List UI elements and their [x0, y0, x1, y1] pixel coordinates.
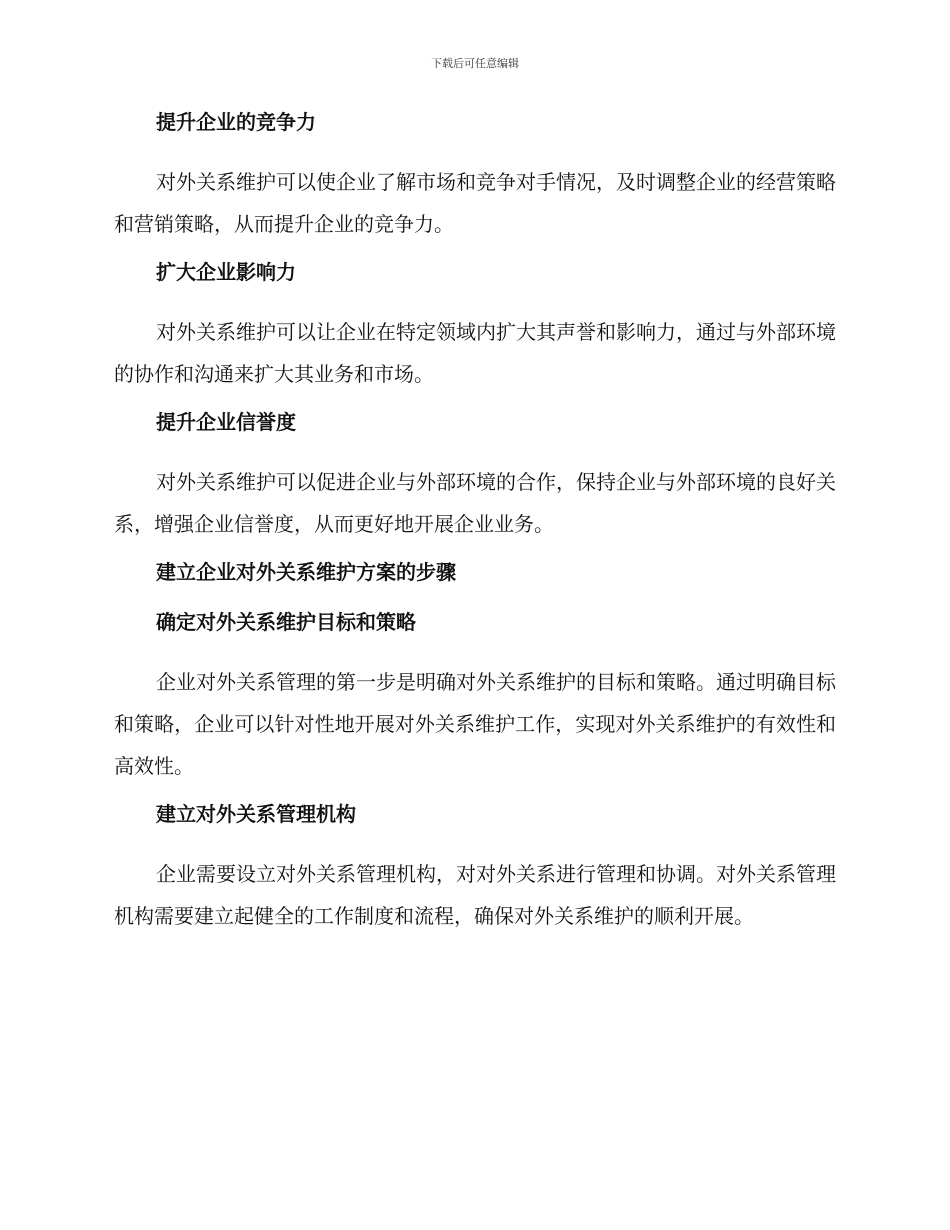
section-paragraph-goals-strategy: 企业对外关系管理的第一步是明确对外关系维护的目标和策略。通过明确目标和策略，企业可以针对性地开展对外关系维护工作，实现对外关系维护的有效性和高效性。: [114, 670, 836, 778]
section-heading-goals-strategy: 确定对外关系维护目标和策略: [156, 610, 416, 634]
document-body: [114, 107, 836, 949]
section-heading-steps: 建立企业对外关系维护方案的步骤: [156, 560, 456, 584]
section-heading-competitiveness: 提升企业的竞争力: [156, 110, 316, 134]
section-heading-credibility: 提升企业信誉度: [156, 410, 296, 434]
section-paragraph-competitiveness: 对外关系维护可以使企业了解市场和竞争对手情况，及时调整企业的经营策略和营销策略，从而提升企业的竞争力。: [114, 170, 836, 236]
section-heading-management-body: 建立对外关系管理机构: [156, 802, 356, 826]
header-note: 下载后可任意编辑: [431, 57, 519, 70]
section-paragraph-influence: 对外关系维护可以让企业在特定领域内扩大其声誉和影响力，通过与外部环境的协作和沟通来扩大其业务和市场。: [114, 320, 836, 386]
section-paragraph-management-body: 企业需要设立对外关系管理机构，对对外关系进行管理和协调。对外关系管理机构需要建立起健全的工作制度和流程，确保对外关系维护的顺利开展。: [114, 862, 836, 928]
section-heading-influence: 扩大企业影响力: [156, 260, 296, 284]
section-paragraph-credibility: 对外关系维护可以促进企业与外部环境的合作，保持企业与外部环境的良好关系，增强企业信誉度，从而更好地开展企业业务。: [114, 470, 836, 536]
